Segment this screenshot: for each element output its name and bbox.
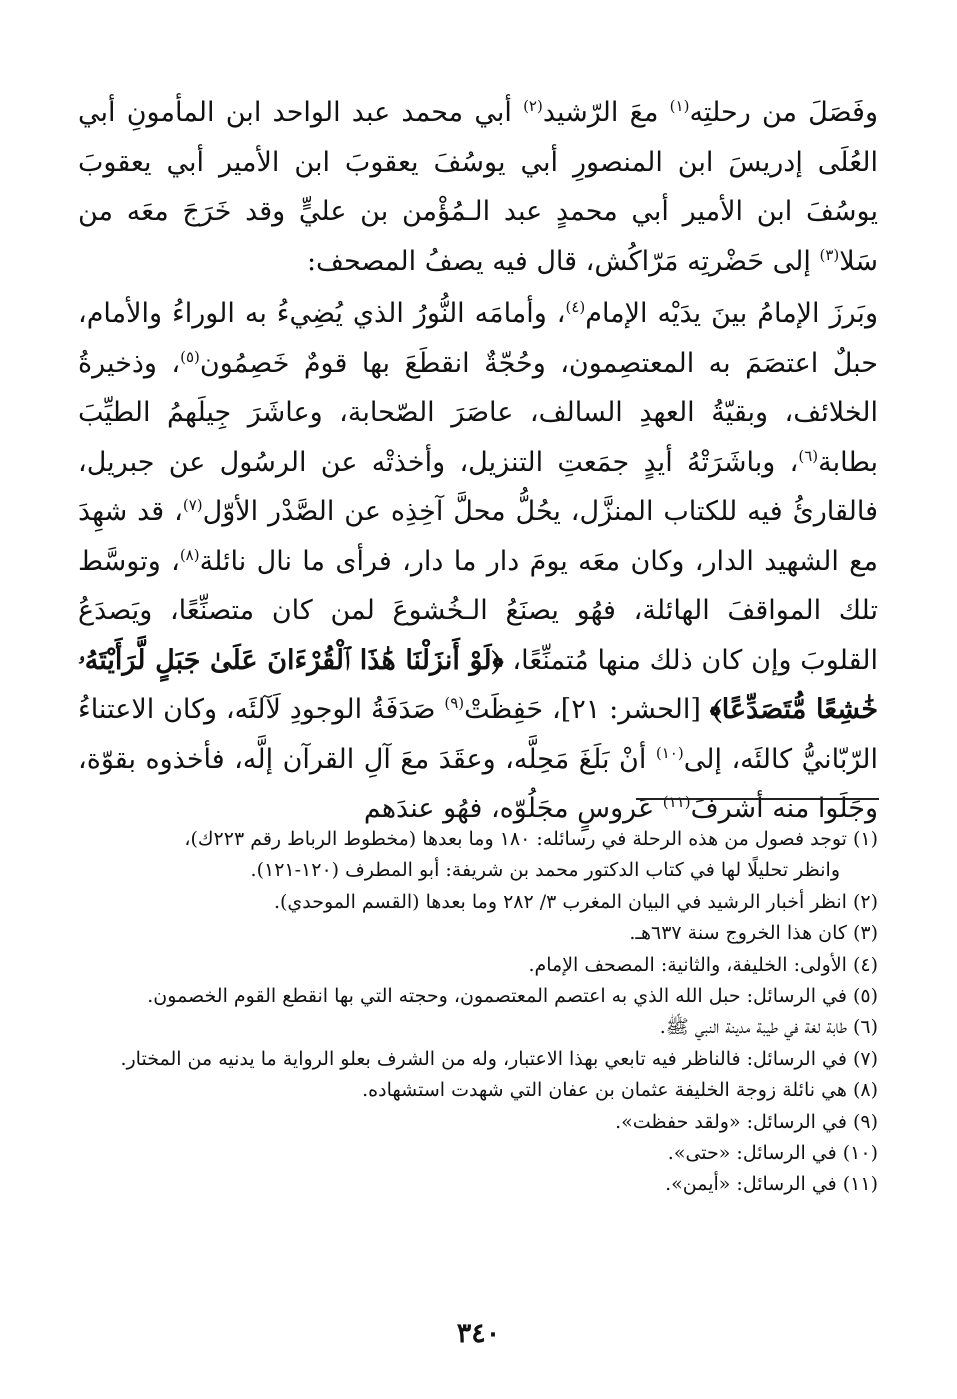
footnote-item bbox=[78, 1107, 878, 1138]
footnote-item bbox=[78, 887, 878, 918]
footnote-number: (٣) bbox=[852, 922, 878, 945]
footnote-text: كان هذا الخروج سنة ٦٣٧هـ. bbox=[629, 922, 847, 945]
text-span: وبَرزَ الإمامُ بينَ يدَيْه الإمام bbox=[585, 298, 878, 329]
footnotes-list bbox=[78, 824, 878, 1201]
footnote-ref: (٩) bbox=[444, 694, 465, 712]
footnote-item bbox=[78, 1012, 878, 1043]
paragraph-1 bbox=[78, 88, 878, 286]
footnote-item bbox=[78, 824, 878, 855]
footnote-number: (١) bbox=[852, 828, 878, 850]
text-span: وفَصَلَ من رحلتِه bbox=[689, 97, 878, 128]
footnote-ref: (٦) bbox=[798, 446, 819, 465]
footnote-text: في الرسائل: فالناظر فيه تابعي بهذا الاعتبار، وله من الشرف بعلو الرواية ما يدنيه من المختار. bbox=[120, 1047, 847, 1070]
footnote-text: في الرسائل: «أيمن». bbox=[665, 1173, 837, 1196]
footnote-ref: (٣) bbox=[819, 245, 840, 264]
footnote-number: (٩) bbox=[852, 1110, 878, 1133]
footnote-text: هي نائلة زوجة الخليفة عثمان بن عفان التي شهدت استشهاده. bbox=[362, 1079, 847, 1102]
footnote-ref: (٢) bbox=[523, 97, 543, 115]
text-span: ، قد شهِدَ مع الشهيد الدار، وكان معَه يومَ دار ما دار، فرأى ما نال نائلة bbox=[78, 496, 878, 577]
footnote-number: (١٠) bbox=[842, 1142, 878, 1165]
footnote-number: (٥) bbox=[852, 985, 878, 1008]
footnote-ref: (١٠) bbox=[655, 743, 684, 762]
footnote-number: (١١) bbox=[842, 1173, 878, 1196]
footnote-item bbox=[78, 918, 878, 949]
text-span: عَروسٍ مجَلُوّه، فهُو عندَهم bbox=[363, 793, 663, 824]
footnote-number: (٧) bbox=[852, 1047, 878, 1070]
footnote-ref: (٥) bbox=[180, 347, 200, 366]
footnote-item bbox=[78, 981, 878, 1012]
footnote-item bbox=[78, 1075, 878, 1106]
text-span: [الحشر: ٢١]، حَفِظَتْ bbox=[464, 694, 710, 725]
text-span: ، وباشَرَتْهُ أيدٍ جمَعتِ التنزيل، وأخذتْه عن الرسُول عن جبريل، فالقارئُ فيه للكتاب المنزَّل، يحُلُّ محلَّ آخِذِه عن الصَّدْر الأوّل bbox=[78, 446, 878, 527]
footnote-item bbox=[78, 1138, 878, 1169]
footnote-text: انظر أخبار الرشيد في البيان المغرب ٣/ ٢٨٢ وما بعدها (القسم الموحدي). bbox=[273, 890, 847, 913]
footnote-text: في الرسائل: «حتى». bbox=[667, 1142, 837, 1165]
text-span: أبي محمد عبد الواحد ابن المأمونِ أبي العُلَى إدريسَ ابن المنصورِ أبي يوسُفَ يعقوبَ ابن الأمير أبي يعقوبَ يوسُفَ ابن الأمير أبي محمدٍ عبد الـمُؤْمن بن عليٍّ وقد خَرَجَ معَه من سَلا bbox=[78, 97, 878, 277]
footnote-number: (٨) bbox=[852, 1079, 878, 1102]
text-span: ، وتوسَّط تلك المواقفَ الهائلة، فهُو يصنَعُ الـخُشوعَ لمن كان متصنِّعًا، ويَصدَعُ القلوبَ وإن كان ذلك منها مُتمنِّعًا، bbox=[78, 545, 878, 676]
text-span: أنْ بَلَغَ مَحِلَّه، وعقَدَ معَ آلِ القرآن إلَّه، فأخذوه بقوّة، وجَلَوا منه أشرفَ bbox=[78, 743, 878, 824]
text-span: ، وأمامَه النُّورُ الذي يُضِيءُ به الوراءُ والأمام، حبلٌ اعتصَمَ به المعتصِمون، وحُجّةٌ انقطَعَ بها قومٌ خَصِمُون bbox=[78, 298, 878, 379]
footnote-ref: (١) bbox=[669, 97, 690, 115]
text-span: إلى حَضْرتِه مَرّاكُش، قال فيه يصفُ المصحف: bbox=[306, 245, 820, 277]
page-number: ٣٤٠ bbox=[456, 1318, 501, 1349]
text-span: ، وذخيرةُ الخلائف، وبقيّةُ العهدِ السالف، عاصَرَ الصّحابة، وعاشَرَ جِيلَهمُ الطيِّبَ بطابة bbox=[78, 347, 878, 478]
footnote-number: (٢) bbox=[852, 890, 878, 913]
footnote-number: (٦) bbox=[852, 1016, 878, 1039]
footnote-text: طابة لغة في طيبة مدينة النبي ﷺ. bbox=[659, 1016, 847, 1039]
quran-verse: ﴿لَوْ أَنزَلْنَا هَٰذَا ٱلْقُرْءَانَ عَلَىٰ جَبَلٍ لَّرَأَيْتَهُۥ خَٰشِعًا مُّتَصَدِّعًا﴾ bbox=[78, 644, 879, 725]
footnote-continuation bbox=[78, 855, 878, 886]
footnote-ref: (٧) bbox=[182, 496, 203, 514]
footnote-ref: (٤) bbox=[565, 298, 586, 316]
text-span: صَدَفَةُ الوجودِ لَآلئَه، وكان الاعتناءُ الرّبّانيُّ كالئَه، إلى bbox=[78, 694, 878, 775]
footnote-text: في الرسائل: حبل الله الذي به اعتصم المعتصمون، وحجته التي بها انقطع القوم الخصمون. bbox=[147, 985, 847, 1008]
paragraph-2 bbox=[78, 289, 878, 834]
footnote-ref: (١١) bbox=[662, 793, 691, 811]
footnote-text: الأولى: الخليفة، والثانية: المصحف الإمام. bbox=[528, 953, 847, 976]
footnote-text: توجد فصول من هذه الرحلة في رسائله: ١٨٠ وما بعدها (مخطوط الرباط رقم ٢٢٣ك)، bbox=[184, 828, 847, 850]
footnote-item bbox=[78, 1044, 878, 1075]
footnote-number: (٤) bbox=[852, 953, 878, 976]
footnote-divider bbox=[636, 798, 879, 800]
footnote-item bbox=[78, 950, 878, 981]
footnote-text: في الرسائل: «ولقد حفظت». bbox=[615, 1110, 847, 1133]
footnote-text: وانظر تحليلًا لها في كتاب الدكتور محمد بن شريفة: أبو المطرف (١٢٠-١٢١). bbox=[250, 859, 840, 882]
footnote-item bbox=[78, 1169, 878, 1200]
main-text bbox=[78, 88, 878, 834]
text-span: معَ الرّشيد bbox=[542, 97, 670, 128]
footnote-ref: (٨) bbox=[179, 545, 200, 564]
